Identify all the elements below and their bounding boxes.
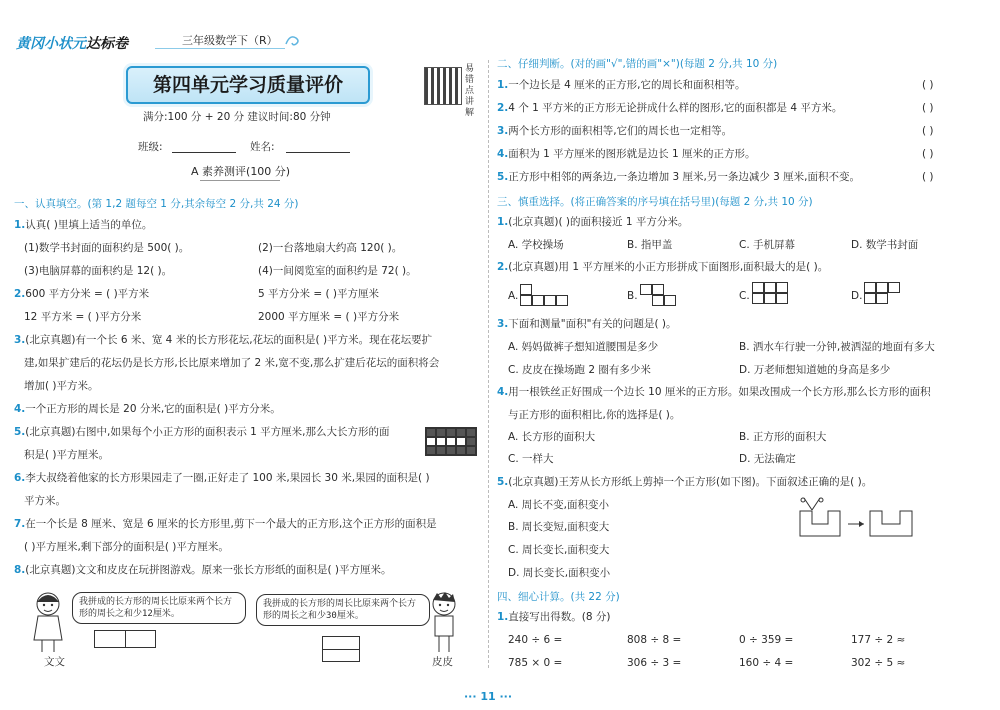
choice-q4-l2: 与正方形的面积相比,你的选择是( )。 (508, 409, 681, 421)
rect-figure-left (94, 630, 156, 648)
q1-2b: 5 平方分米 = ( )平方厘米 (258, 288, 380, 300)
rect-figure-right (322, 636, 360, 662)
judge-item-2: 2.4 个 1 平方米的正方形无论拼成什么样的图形,它的面积都是 4 平方米。 (497, 102, 843, 114)
choice-q2-d[interactable]: D. (851, 290, 863, 302)
choice-q2: 2.(北京真题)用 1 平方厘米的小正方形拼成下面图形,面积最大的是( )。 (497, 261, 829, 273)
choice-q5-d[interactable]: D. 周长变长,面积变小 (508, 567, 611, 579)
q1-4: 4.一个正方形的周长是 20 分米,它的面积是( )平方分米。 (14, 403, 281, 415)
choice-q4-a[interactable]: A. 长方形的面积大 (508, 431, 596, 443)
choice-q3-a[interactable]: A. 妈妈做裤子想知道腰围是多少 (508, 341, 659, 353)
choice-q4-l1: 4.用一根铁丝正好围成一个边长 10 厘米的正方形。如果改围成一个长方形,那么长方形的面积 (497, 386, 931, 398)
speech-bubble-left: 我拼成的长方形的周长比原来两个长方形的周长之和少12厘米。 (72, 592, 246, 624)
wave-icon (284, 32, 302, 50)
name-label: 姓名: (250, 141, 275, 153)
header-divider (155, 48, 285, 49)
class-field[interactable] (172, 152, 236, 153)
calc-2-2: 306 ÷ 3 = (627, 657, 682, 669)
judge-paren-3[interactable]: ( ) (922, 125, 934, 137)
q1-5-l2: 积是( )平方厘米。 (24, 449, 110, 461)
choice-q1: 1.(北京真题)( )的面积接近 1 平方分米。 (497, 216, 689, 228)
page-number: ··· 11 ··· (463, 690, 513, 703)
speech-bubble-right: 我拼成的长方形的周长比原来两个长方形的周长之和少30厘米。 (256, 594, 430, 626)
calc-q1: 1.直接写出得数。(8 分) (497, 611, 611, 623)
calc-2-4: 302 ÷ 5 ≈ (851, 657, 906, 669)
qr-label: 易错点讲解 (465, 64, 475, 118)
q1-1b: (2)一台落地扇大约高 120( )。 (258, 242, 403, 254)
q1-2c: 12 平方米 = ( )平方分米 (24, 311, 142, 323)
choice-q4-d[interactable]: D. 无法确定 (739, 453, 796, 465)
judge-paren-4[interactable]: ( ) (922, 148, 934, 160)
q1-1a: (1)数学书封面的面积约是 500( )。 (24, 242, 190, 254)
name-field[interactable] (286, 152, 350, 153)
q1-2a: 2.600 平方分米 = ( )平方米 (14, 288, 150, 300)
choice-q2-c[interactable]: C. (739, 290, 750, 302)
choice-q2-a[interactable]: A. (508, 290, 519, 302)
class-label: 班级: (138, 141, 163, 153)
judge-paren-5[interactable]: ( ) (922, 171, 934, 183)
choice-q5-a[interactable]: A. 周长不变,面积变小 (508, 499, 610, 511)
q1-3-l1: 3.(北京真题)有一个长 6 米、宽 4 米的长方形花坛,花坛的面积是( )平方米。现在花坛要扩 (14, 334, 433, 346)
section-4-title: 四、细心计算。(共 22 分) (497, 591, 620, 603)
calc-2-1: 785 × 0 = (508, 657, 563, 669)
choice-q3-b[interactable]: B. 洒水车行驶一分钟,被洒湿的地面有多大 (739, 341, 935, 353)
q1-7-l1: 7.在一个长是 8 厘米、宽是 6 厘米的长方形里,剪下一个最大的正方形,这个正方形的面积是 (14, 518, 437, 530)
name-wenwen: 文文 (44, 656, 65, 668)
shape-d-figure (864, 282, 900, 304)
choice-q5: 5.(北京真题)王芳从长方形纸上剪掉一个正方形(如下图)。下面叙述正确的是( )。 (497, 476, 873, 488)
choice-q1-d[interactable]: D. 数学书封面 (851, 239, 919, 251)
choice-q3-c[interactable]: C. 皮皮在操场跑 2 圈有多少米 (508, 364, 651, 376)
judge-paren-2[interactable]: ( ) (922, 102, 934, 114)
calc-2-3: 160 ÷ 4 = (739, 657, 794, 669)
calc-1-1: 240 ÷ 6 = (508, 634, 563, 646)
series-logo (16, 33, 128, 53)
q1-7-l2: ( )平方厘米,剩下部分的面积是( )平方厘米。 (24, 541, 229, 553)
choice-q4-c[interactable]: C. 一样大 (508, 453, 554, 465)
q1-3-l2: 建,如果扩建后的花坛仍是长方形,长比原来增加了 2 米,宽不变,那么扩建后花坛的面积将会 (24, 357, 440, 369)
section-1-title: 一、认真填空。(第 1,2 题每空 1 分,其余每空 2 分,共 24 分) (14, 198, 299, 210)
series-suffix: 达标卷 (86, 36, 128, 52)
name-pipi: 皮皮 (432, 656, 453, 668)
choice-q1-b[interactable]: B. 指甲盖 (627, 239, 673, 251)
section-2-title: 二、仔细判断。(对的画"√",错的画"×")(每题 2 分,共 10 分) (497, 58, 778, 70)
choice-q5-b[interactable]: B. 周长变短,面积变大 (508, 521, 610, 533)
qr-code-icon[interactable] (424, 67, 462, 105)
judge-item-1: 1.一个边长是 4 厘米的正方形,它的周长和面积相等。 (497, 79, 746, 91)
choice-q1-a[interactable]: A. 学校操场 (508, 239, 564, 251)
shape-c-figure (752, 282, 788, 304)
cut-figure (790, 496, 920, 546)
judge-paren-1[interactable]: ( ) (922, 79, 934, 91)
q1-5-l1: 5.(北京真题)右图中,如果每个小正方形的面积表示 1 平方厘米,那么大长方形的面 (14, 426, 390, 438)
q1-8: 8.(北京真题)文文和皮皮在玩拼图游戏。原来一张长方形纸的面积是( )平方厘米。 (14, 564, 392, 576)
shape-b-figure (640, 284, 676, 306)
section-3-title: 三、慎重选择。(将正确答案的序号填在括号里)(每题 2 分,共 10 分) (497, 196, 813, 208)
grade-label: 三年级数学下（R） (182, 34, 278, 47)
judge-item-3: 3.两个长方形的面积相等,它们的周长也一定相等。 (497, 125, 733, 137)
choice-q4-b[interactable]: B. 正方形的面积大 (739, 431, 827, 443)
q1-6-l1: 6.李大叔绕着他家的长方形果园走了一圈,正好走了 100 米,果园长 30 米,果园的面积是( ) (14, 472, 430, 484)
calc-1-4: 177 ÷ 2 ≈ (851, 634, 906, 646)
calc-1-2: 808 ÷ 8 = (627, 634, 682, 646)
page-title: 第四单元学习质量评价 (152, 74, 343, 96)
meta-info: 满分:100 分 + 20 分 建议时间:80 分钟 (143, 111, 331, 123)
series-name: 黄冈小状元 (16, 36, 86, 52)
pipi-figure-icon (424, 590, 464, 654)
choice-q5-c[interactable]: C. 周长变长,面积变大 (508, 544, 610, 556)
choice-q3-d[interactable]: D. 万老师想知道她的身高是多少 (739, 364, 891, 376)
wenwen-figure-icon (28, 590, 68, 654)
q1-2d: 2000 平方厘米 = ( )平方分米 (258, 311, 400, 323)
judge-item-4: 4.面积为 1 平方厘米的图形就是边长 1 厘米的正方形。 (497, 148, 756, 160)
shape-a-figure (520, 284, 568, 306)
part-a-underline (200, 180, 280, 181)
judge-item-5: 5.正方形中相邻的两条边,一条边增加 3 厘米,另一条边减少 3 厘米,面积不变。 (497, 171, 861, 183)
q1-6-l2: 平方米。 (24, 495, 66, 507)
choice-q3: 3.下面和测量"面积"有关的问题是( )。 (497, 318, 677, 330)
part-a-title: A 素养测评(100 分) (191, 165, 291, 178)
column-divider (488, 60, 489, 668)
grid-figure (425, 427, 477, 456)
q1-1c: (3)电脑屏幕的面积约是 12( )。 (24, 265, 173, 277)
choice-q2-b[interactable]: B. (627, 290, 638, 302)
choice-q1-c[interactable]: C. 手机屏幕 (739, 239, 796, 251)
q1-3-l3: 增加( )平方米。 (24, 380, 99, 392)
q1-1: 1.认真( )里填上适当的单位。 (14, 219, 153, 231)
calc-1-3: 0 ÷ 359 = (739, 634, 794, 646)
q1-1d: (4)一间阅览室的面积约是 72( )。 (258, 265, 417, 277)
